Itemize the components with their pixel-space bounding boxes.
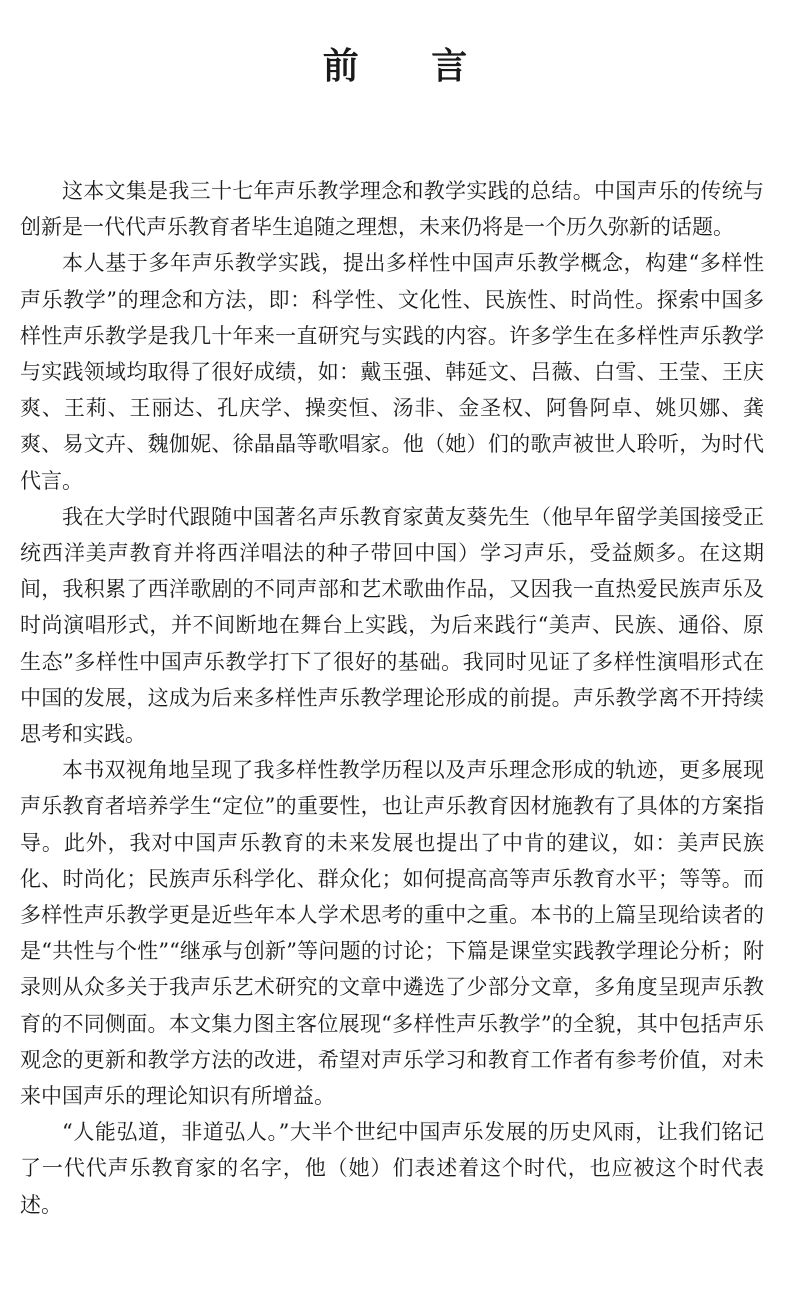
paragraph: 我在大学时代跟随中国著名声乐教育家黄友葵先生（他早年留学美国接受正统西洋美声教育并将西洋唱法的种子带回中国）学习声乐，受益颇多。在这期间，我积累了西洋歌剧的不同声部和艺术歌曲作品，又因我一直热爱民族声乐及时尚演唱形式，并不间断地在舞台上实践，为后来践行“美声、民族、通俗、原生态”多样性中国声乐教学打下了很好的基础。我同时见证了多样性演唱形式在中国的发展，这成为后来多样性声乐教学理论形成的前提。声乐教学离不开持续思考和实践。	[20, 504, 764, 747]
paragraph: 本人基于多年声乐教学实践，提出多样性中国声乐教学概念，构建“多样性声乐教学”的理念和方法，即：科学性、文化性、民族性、时尚性。探索中国多样性声乐教学是我几十年来一直研究与实践的内容。许多学生在多样性声乐教学与实践领域均取得了很好成绩，如：戴玉强、韩延文、吕薇、白雪、王莹、王庆爽、王莉、王丽达、孔庆学、操奕恒、汤非、金圣权、阿鲁阿卓、姚贝娜、龚爽、易文卉、魏伽妮、徐晶晶等歌唱家。他（她）们的歌声被世人聆听，为时代代言。	[20, 251, 764, 493]
paragraph: “人能弘道，非道弘人。”大半个世纪中国声乐发展的历史风雨，让我们铭记了一代代声乐教育家的名字，他（她）们表述着这个时代，也应被这个时代表述。	[20, 1120, 764, 1217]
paragraph: 这本文集是我三十七年声乐教学理念和教学实践的总结。中国声乐的传统与创新是一代代声乐教育者毕生追随之理想，未来仍将是一个历久弥新的话题。	[20, 179, 764, 240]
preface-body	[20, 173, 764, 1223]
page-title: 前 言	[322, 45, 498, 87]
paragraph: 本书双视角地呈现了我多样性教学历程以及声乐理念形成的轨迹，更多展现声乐教育者培养学生“定位”的重要性，也让声乐教育因材施教有了具体的方案指导。此外，我对中国声乐教育的未来发展也提出了中肯的建议，如：美声民族化、时尚化；民族声乐科学化、群众化；如何提高高等声乐教育水平；等等。而多样性声乐教学更是近些年本人学术思考的重中之重。本书的上篇呈现给读者的是“共性与个性”“继承与创新”等问题的讨论；下篇是课堂实践教学理论分析；附录则从众多关于我声乐艺术研究的文章中遴选了少部分文章，多角度呈现声乐教育的不同侧面。本文集力图主客位展现“多样性声乐教学”的全貌，其中包括声乐观念的更新和教学方法的改进，希望对声乐学习和教育工作者有参考价值，对未来中国声乐的理论知识有所增益。	[20, 758, 764, 1109]
